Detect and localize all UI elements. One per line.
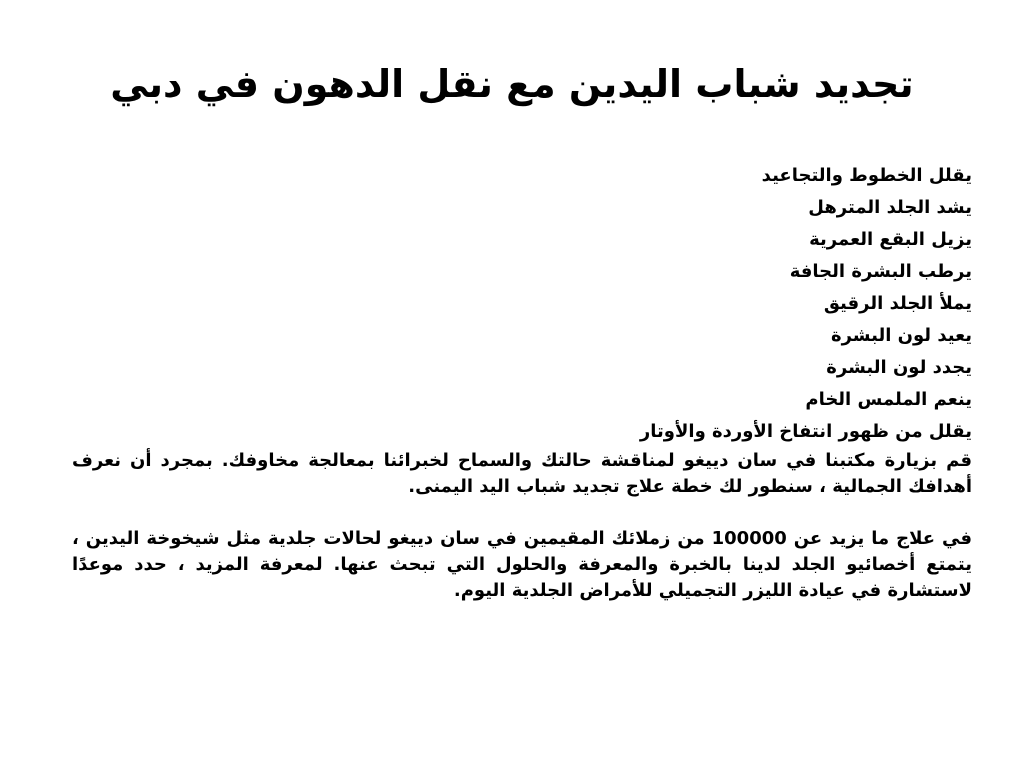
benefit-item: يزيل البقع العمرية: [809, 229, 972, 250]
benefit-item: يشد الجلد المترهل: [808, 197, 972, 218]
benefit-item: يقلل الخطوط والتجاعيد: [761, 165, 972, 186]
benefit-item: يعيد لون البشرة: [830, 325, 972, 346]
benefit-item: يملأ الجلد الرقيق: [823, 293, 972, 314]
benefit-item: يقلل من ظهور انتفاخ الأوردة والأوتار: [639, 421, 972, 442]
benefit-item: يجدد لون البشرة: [826, 357, 972, 378]
benefit-item: ينعم الملمس الخام: [805, 389, 972, 410]
visit-office-paragraph: قم بزيارة مكتبنا في سان دييغو لمناقشة حالتك والسماح لخبرائنا بمعالجة مخاوفك. بمجرد أن نعرف أهدافك الجمالية ، سنطور لك خطة علاج تجديد شباب اليد اليمنى.: [72, 450, 972, 497]
benefits-list: [72, 160, 972, 448]
experience-paragraph: في علاج ما يزيد عن 100000 من زملائك المقيمين في سان دييغو لحالات جلدية مثل شيخوخة اليدين ، يتمتع أخصائيو الجلد لدينا بالخبرة والمعرفة والحلول التي تبحث عنها. لمعرفة المزيد ، حدد موعدًا لاستشارة في عيادة الليزر التجميلي للأمراض الجلدية اليوم.: [72, 528, 972, 601]
slide-content: [72, 160, 972, 604]
slide-title: تجديد شباب اليدين مع نقل الدهون في دبي: [110, 62, 914, 106]
benefit-item: يرطب البشرة الجافة: [789, 261, 972, 282]
